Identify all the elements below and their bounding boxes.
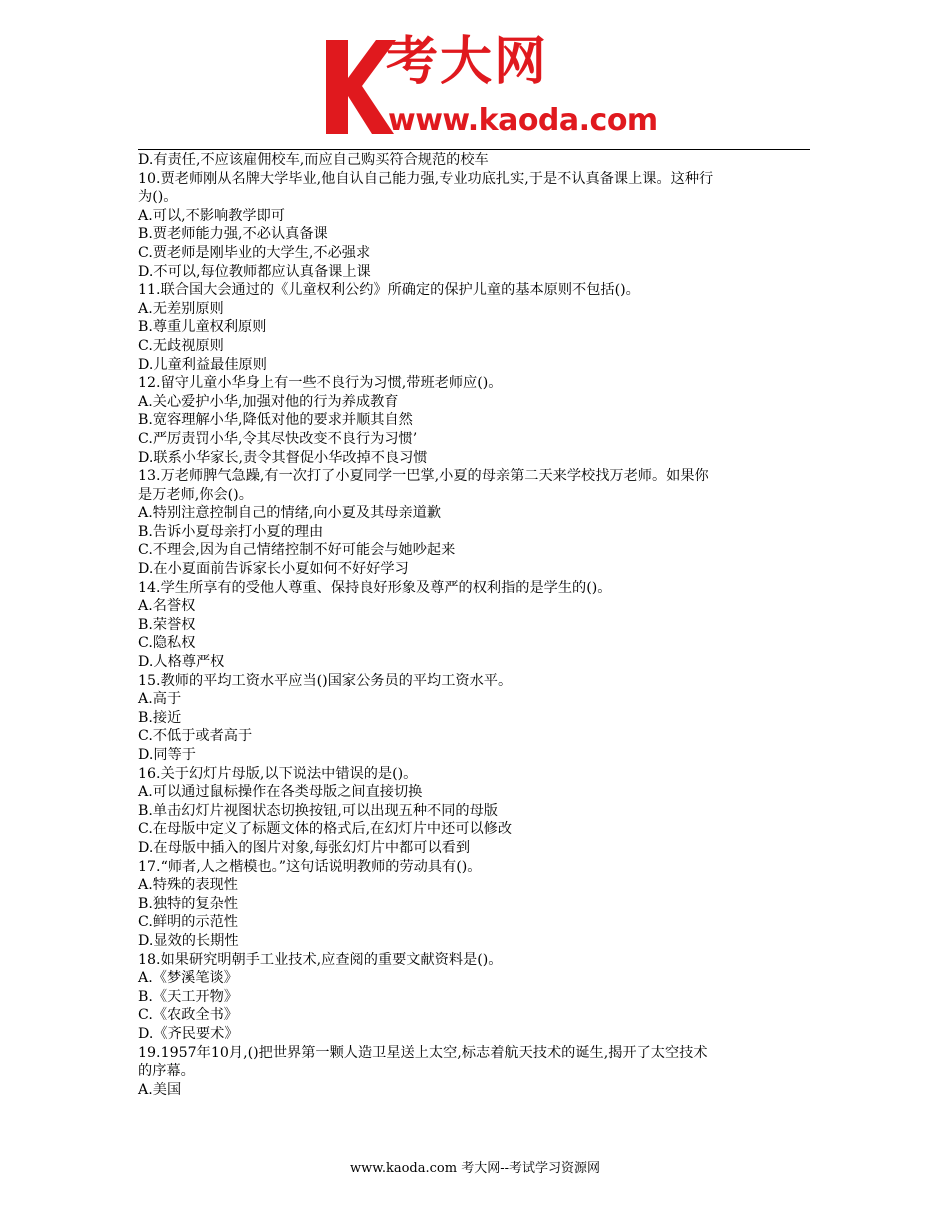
text-line: B.《天工开物》 <box>138 988 239 1005</box>
text-line: D.《齐民要术》 <box>138 1025 239 1042</box>
text-line: 为()。 <box>138 189 178 206</box>
header-divider <box>138 149 810 150</box>
text-line: C.隐私权 <box>138 635 196 652</box>
text-line: 16.关于幻灯片母版,以下说法中错误的是()。 <box>138 765 418 782</box>
text-line: 10.贾老师刚从名牌大学毕业,他自认自己能力强,专业功底扎实,于是不认真备课上课。这种行 <box>138 170 714 187</box>
text-line: A.可以通过鼠标操作在各类母版之间直接切换 <box>138 784 423 801</box>
text-line: B.宽容理解小华,降低对他的要求并顺其自然 <box>138 412 413 429</box>
page-footer: www.kaoda.com 考大网--考试学习资源网 <box>350 1161 600 1176</box>
text-line: A.无差别原则 <box>138 300 224 317</box>
text-line: A.关心爱护小华,加强对他的行为养成教育 <box>138 393 399 410</box>
kaoda-logo <box>322 28 658 144</box>
text-line: D.有责任,不应该雇佣校车,而应自己购买符合规范的校车 <box>138 152 489 168</box>
brand-url: www.kaoda.com <box>388 103 658 138</box>
text-line: D.不可以,每位教师都应认真备课上课 <box>138 263 371 280</box>
text-line: B.贾老师能力强,不必认真备课 <box>138 226 328 243</box>
text-line: D.在母版中插入的图片对象,每张幻灯片中都可以看到 <box>138 839 471 856</box>
text-line: 是万老师,你会()。 <box>138 486 253 503</box>
k-logo-icon <box>322 34 396 138</box>
text-line: 的序幕。 <box>138 1063 195 1080</box>
text-line: B.独特的复杂性 <box>138 895 239 912</box>
text-line: A.可以,不影响教学即可 <box>138 207 285 224</box>
text-line: 13.万老师脾气急躁,有一次打了小夏同学一巴掌,小夏的母亲第二天来学校找万老师。如果你 <box>138 468 709 485</box>
text-line: C.贾老师是刚毕业的大学生,不必强求 <box>138 244 371 261</box>
text-line: A.《梦溪笔谈》 <box>138 970 238 987</box>
text-line: C.不理会,因为自己情绪控制不好可能会与她吵起来 <box>138 542 456 559</box>
text-line: C.不低于或者高于 <box>138 728 253 745</box>
text-line: B.接近 <box>138 709 182 726</box>
text-line: B.荣誉权 <box>138 616 196 633</box>
text-line: C.无歧视原则 <box>138 337 224 354</box>
text-line: B.尊重儿童权利原则 <box>138 319 267 336</box>
text-line: B.告诉小夏母亲打小夏的理由 <box>138 523 324 540</box>
text-line: 15.教师的平均工资水平应当()国家公务员的平均工资水平。 <box>138 672 513 689</box>
text-line: 18.如果研究明朝手工业技术,应查阅的重要文献资料是()。 <box>138 951 503 968</box>
document-body <box>138 151 810 1099</box>
text-line: B.单击幻灯片视图状态切换按钮,可以出现五种不同的母版 <box>138 802 498 819</box>
text-line: C.在母版中定义了标题文体的格式后,在幻灯片中还可以修改 <box>138 821 513 838</box>
text-line: 12.留守儿童小华身上有一些不良行为习惯,带班老师应()。 <box>138 375 503 392</box>
text-line: D.儿童利益最佳原则 <box>138 356 267 373</box>
brand-name: 考大网 <box>386 32 549 92</box>
text-line: D.同等于 <box>138 747 196 763</box>
text-line: C.严厉责罚小华,令其尽快改变不良行为习惯’ <box>138 430 418 447</box>
text-line: 14.学生所享有的受他人尊重、保持良好形象及尊严的权利指的是学生的()。 <box>138 579 612 596</box>
text-line: A.名誉权 <box>138 598 196 615</box>
text-line: A.特殊的表现性 <box>138 877 238 894</box>
text-line: D.显效的长期性 <box>138 932 239 949</box>
text-line: D.人格尊严权 <box>138 654 225 671</box>
text-line: C.《农政全书》 <box>138 1007 238 1024</box>
text-line: A.特别注意控制自己的情绪,向小夏及其母亲道歉 <box>138 505 442 522</box>
text-line: D.联系小华家长,责令其督促小华改掉不良习惯 <box>138 449 428 466</box>
text-line: 17.“师者,人之楷模也。”这句话说明教师的劳动具有()。 <box>138 858 482 875</box>
text-line: D.在小夏面前告诉家长小夏如何不好好学习 <box>138 561 409 578</box>
text-line: A.高于 <box>138 691 182 708</box>
text-line: 11.联合国大会通过的《儿童权利公约》所确定的保护儿童的基本原则不包括()。 <box>138 282 640 299</box>
text-line: A.美国 <box>138 1081 182 1098</box>
text-line: 19.1957年10月,()把世界第一颗人造卫星送上太空,标志着航天技术的诞生,揭开了太空技术 <box>138 1044 708 1061</box>
text-line: C.鲜明的示范性 <box>138 914 238 931</box>
